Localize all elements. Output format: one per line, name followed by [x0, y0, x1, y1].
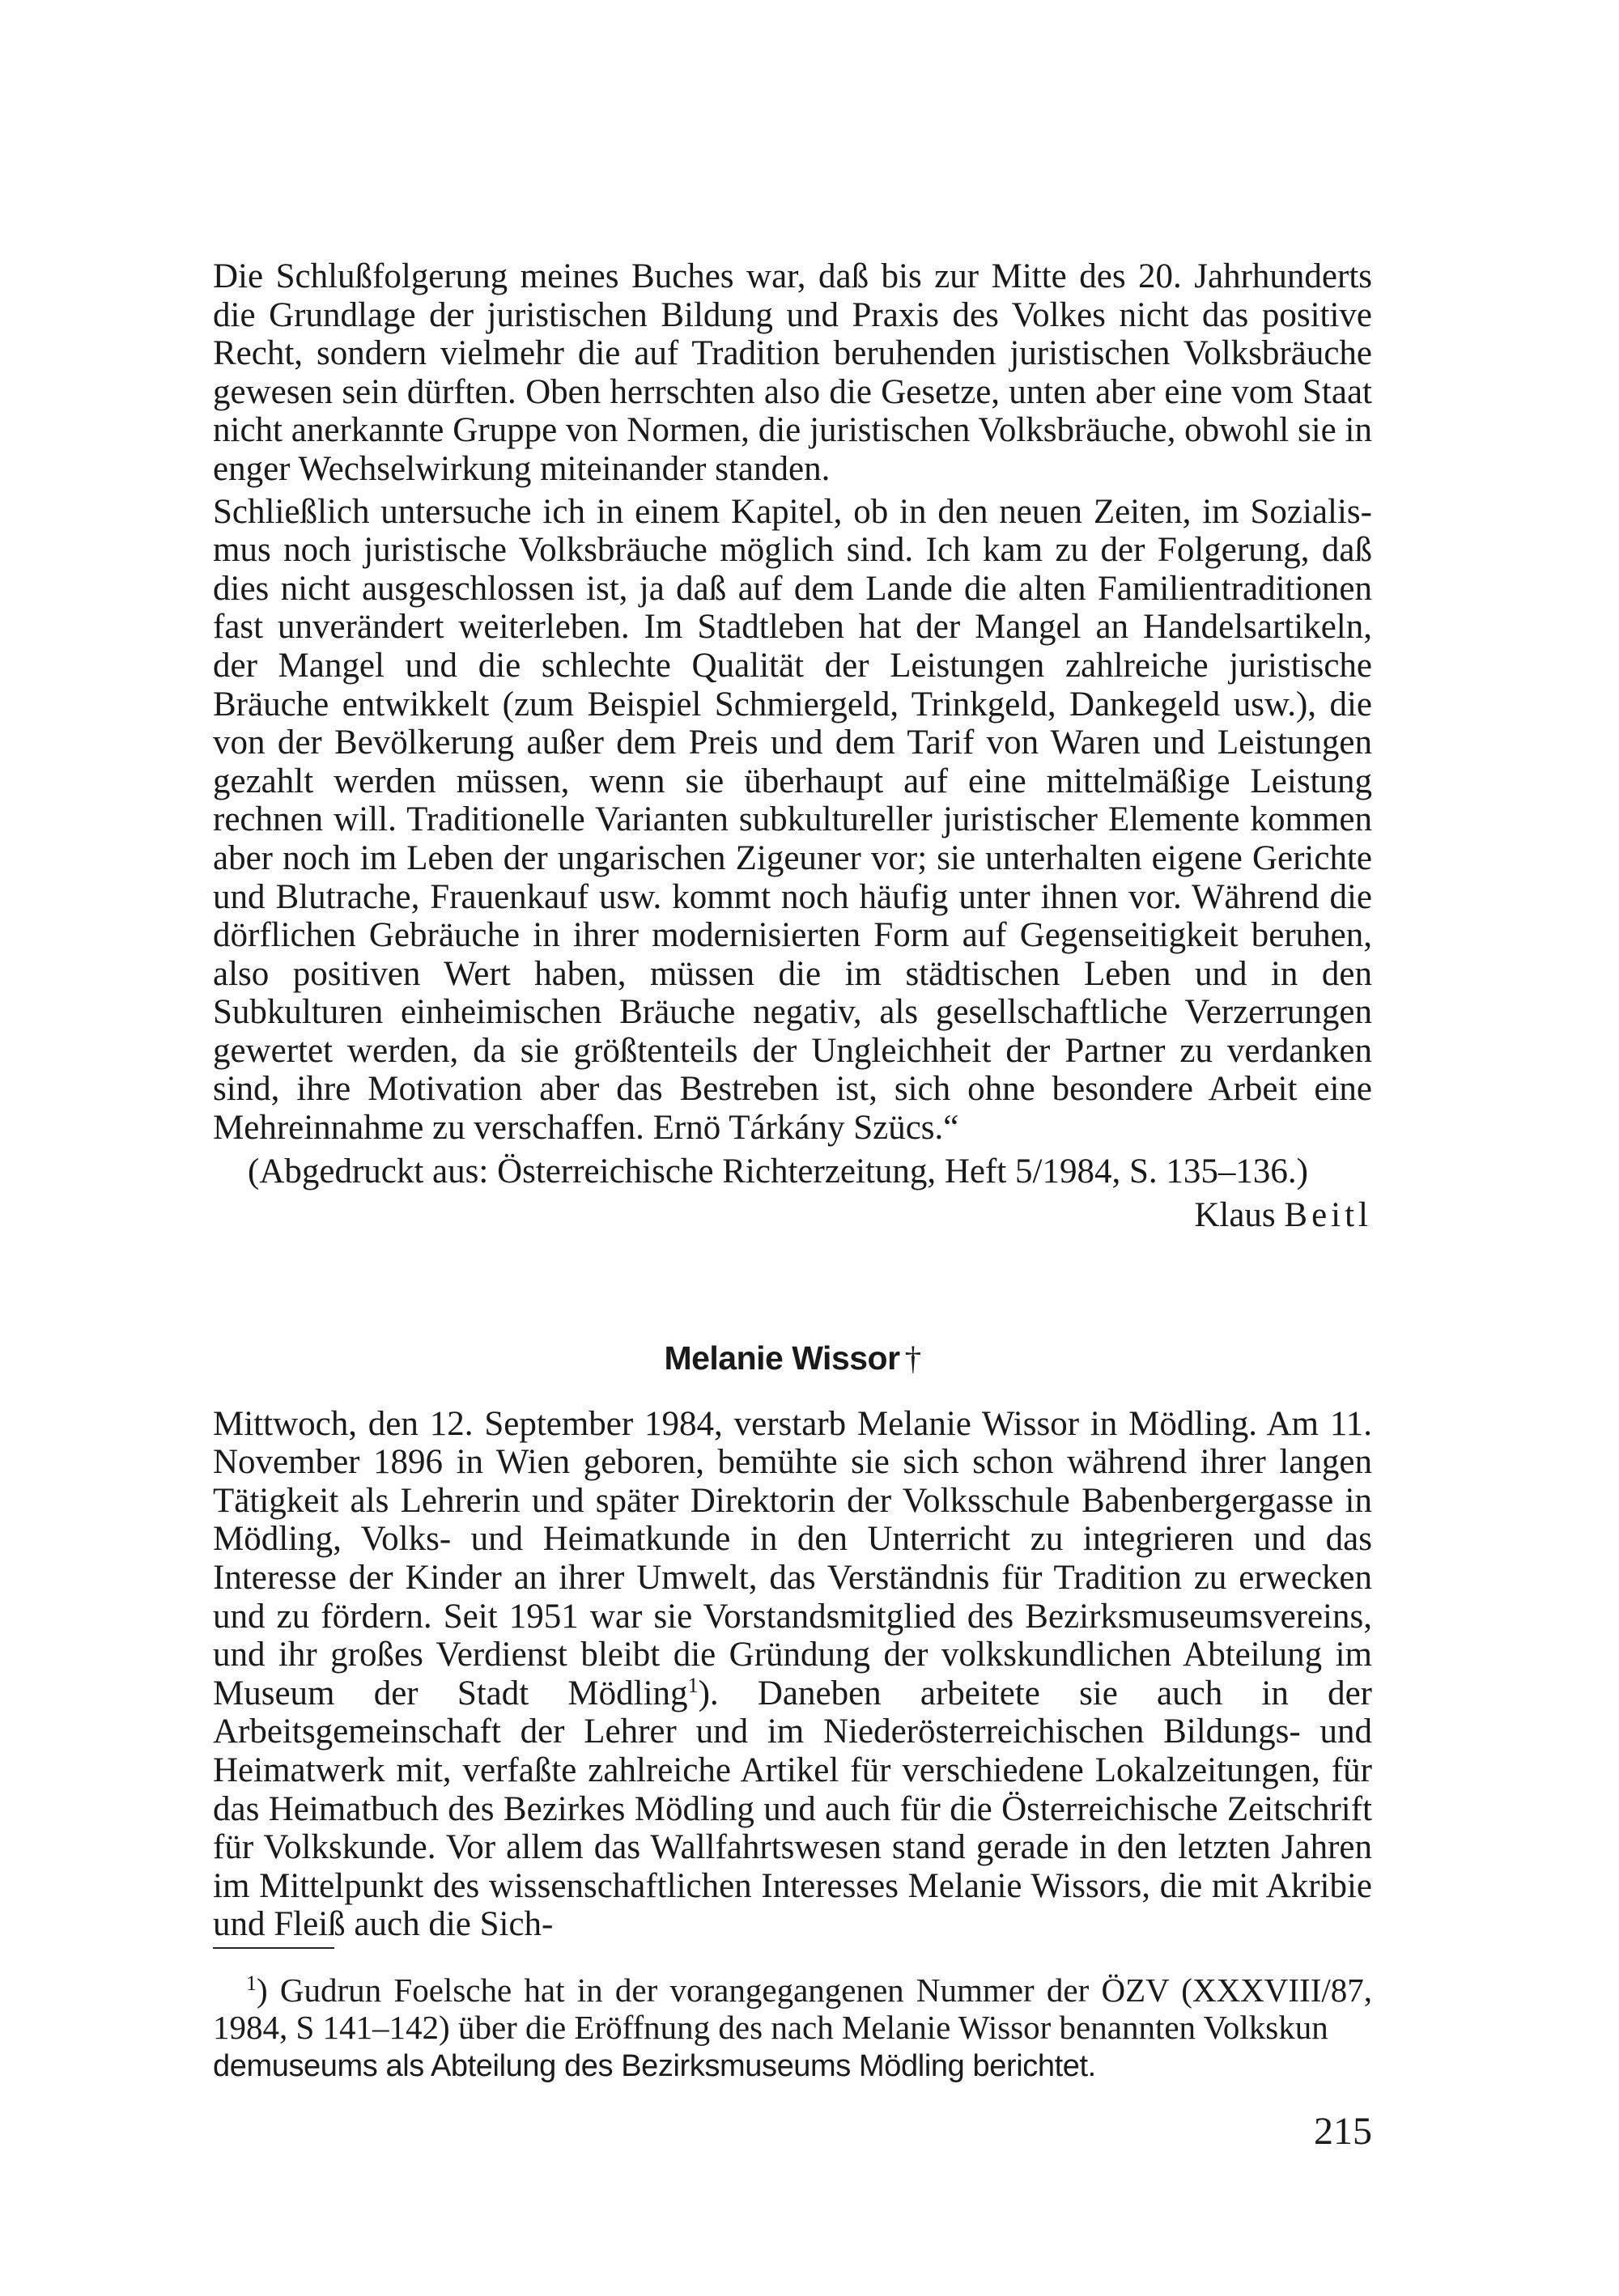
- footnote-marker: 1: [246, 1971, 257, 1995]
- footnote-divider: [213, 1947, 334, 1949]
- source-citation: [213, 1152, 1372, 1191]
- article1-paragraph-1: Die Schlußfolgerung meines Buches war, daß bis zur Mitte des 20. Jahrhunderts die Grundlage der juristischen Bildung und Praxis des Volkes nicht das positive Recht, sondern vielmehr die auf Tradition beruhenden juristischen Volksbräuche gewesen sein dürften. Oben herrschten also die Gesetze, unten aber eine vom Staat nicht anerkannte Gruppe von Normen, die juristischen Volksbräuche, obwohl sie in enger Wechselwirkung miteinander standen.: [213, 257, 1372, 488]
- page-number: 215: [1314, 2110, 1372, 2153]
- obituary-text-part-1: Mittwoch, den 12. September 1984, verstarb Melanie Wissor in Mödling. Am 11. November 1896 in Wien geboren, bemühte sie sich schon während ihrer langen Tätigkeit als Lehrerin und später Direktorin der Volksschule Babenbergergasse in Mödling, Volks- und Heimatkunde in den Unterricht zu integrieren und das Interesse der Kinder an ihrer Umwelt, das Verständnis für Tradition zu erwecken und zu fördern. Seit 1951 war sie Vorstandsmitglied des Bezirksmuseumsvereins, und ihr großes Verdienst bleibt die Gründung der volkskundlichen Abteilung im Museum der Stadt Mödling: [213, 1404, 1372, 1712]
- obituary-paragraph: [213, 1405, 1372, 1944]
- obituary-title-text: Melanie Wissor: [664, 1339, 900, 1377]
- footnote-text: ) Gudrun Foelsche hat in der vorangegangenen Nummer der ÖZV (XXXVIII/87, 1984, S 141–142) über die Eröffnung des nach Melanie Wissor benannten Volkskun: [213, 1971, 1372, 2046]
- author-last-name: Beitl: [1284, 1195, 1372, 1234]
- article1-paragraph-2: Schließlich untersuche ich in einem Kapitel, ob in den neuen Zeiten, im Sozialismus noch juristische Volksbräuche möglich sind. Ich kam zu der Folgerung, daß dies nicht ausgeschlossen ist, ja daß auf dem Lande die alten Familientraditionen fast unverändert weiterleben. Im Stadtleben hat der Mangel an Handelsartikeln, der Mangel und die schlechte Qualität der Leistungen zahlreiche juristische Bräuche entwikkelt (zum Beispiel Schmiergeld, Trinkgeld, Dankegeld usw.), die von der Bevölkerung außer dem Preis und dem Tarif von Waren und Leistungen gezahlt werden müssen, wenn sie überhaupt auf eine mittelmäßige Leistung rechnen will. Traditionelle Varianten subkultureller juristischer Elemente kommen aber noch im Leben der ungarischen Zigeuner vor; sie unterhalten eigene Gerichte und Blutrache, Frauenkauf usw. kommt noch häufig unter ihnen vor. Während die dörflichen Gebräuche in ihrer modernisierten Form auf Gegenseitigkeit beruhen, also positiven Wert haben, müssen die im städtischen Leben und in den Subkulturen einheimischen Bräuche negativ, als gesellschaftliche Verzerrungen gewertet werden, da sie größtenteils der Ungleichheit der Partner zu verdanken sind, ihre Motivation aber das Bestreben ist, sich ohne besondere Arbeit eine Mehreinnahme zu verschaffen. Ernö Tárkány Szücs.“: [213, 492, 1372, 1148]
- footnote: [213, 1971, 1372, 2085]
- obituary-title: [213, 1339, 1372, 1377]
- source-citation-text: (Abgedruckt aus: Österreichische Richterzeitung, Heft 5/1984, S. 135–136.): [248, 1152, 1308, 1190]
- author-signature: [213, 1196, 1372, 1235]
- footnote-last-line: demuseums als Abteilung des Bezirksmuseums Mödling berichtet.: [213, 2049, 1096, 2083]
- page-body: [213, 257, 1372, 1944]
- author-first-name: Klaus: [1194, 1195, 1276, 1234]
- obituary-text-part-2: ). Daneben arbeitete sie auch in der Arbeitsgemeinschaft der Lehrer und im Niederösterreichischen Bildungs- und Heimatwerk mit, verfaßte zahlreiche Artikel für verschiedene Lokalzeitungen, für das Heimatbuch des Bezirkes Mödling und auch für die Österreichische Zeitschrift für Volkskunde. Vor allem das Wallfahrtswesen stand gerade in den letzten Jahren im Mittelpunkt des wissenschaftlichen Interesses Melanie Wissors, die mit Akribie und Fleiß auch die Sich-: [213, 1674, 1372, 1944]
- dagger-symbol: †: [904, 1339, 921, 1377]
- footnote-reference[interactable]: 1: [687, 1673, 699, 1697]
